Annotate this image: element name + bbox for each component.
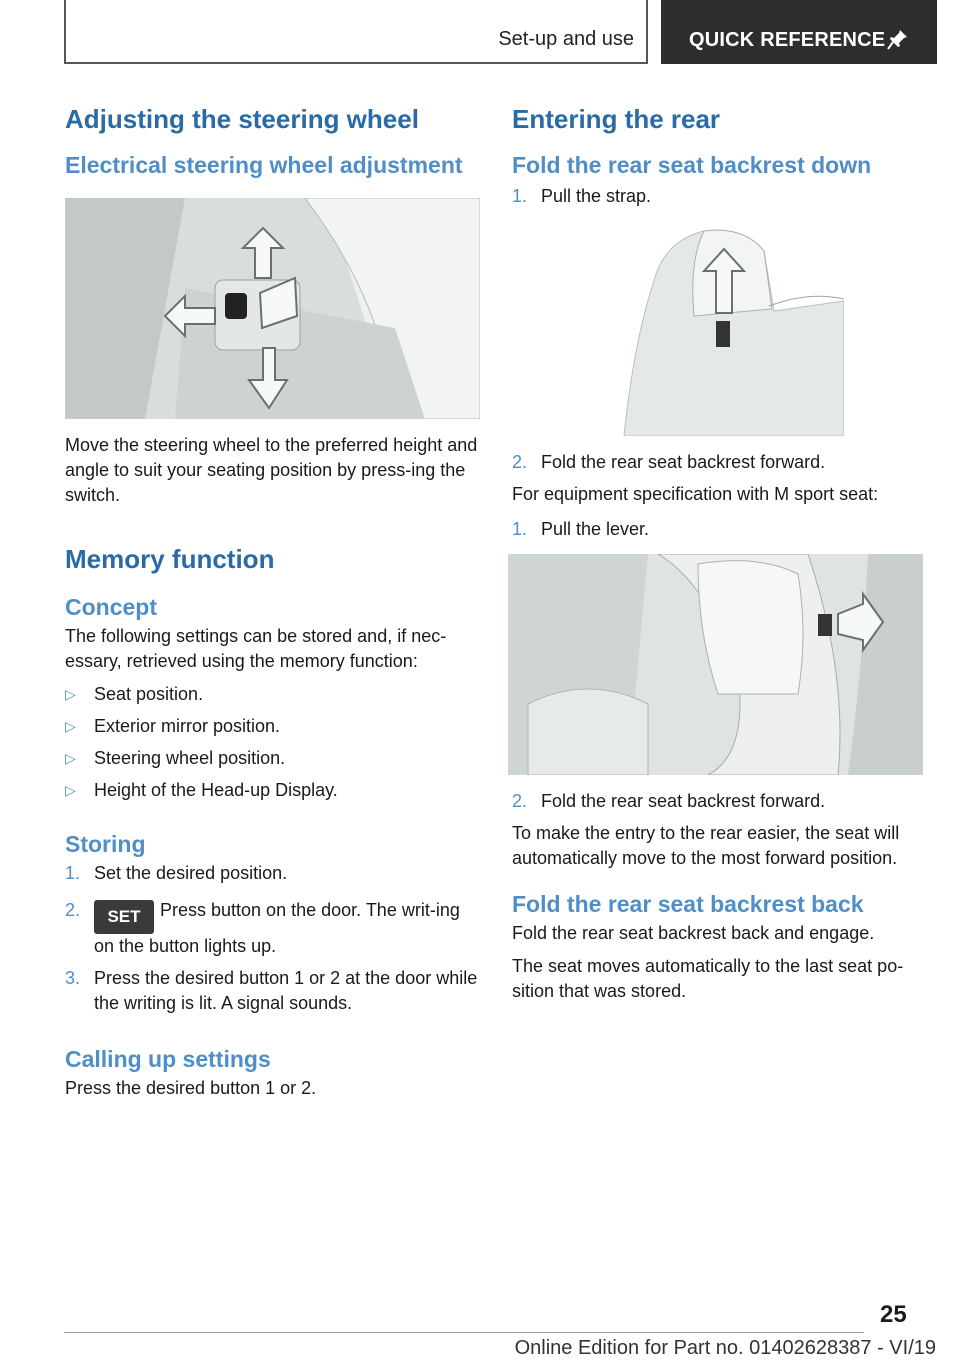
calling-text: Press the desired button 1 or 2. (65, 1078, 317, 1098)
page-number: 25 (880, 1301, 907, 1328)
left-column (65, 96, 480, 1101)
list-item: 1. Pull the strap. (512, 186, 652, 206)
fold-back-text: Fold the rear seat backrest back and engage. (512, 923, 875, 943)
steps-b (512, 450, 927, 475)
equipment-text: For equipment specification with M sport seat: (512, 484, 879, 504)
list-item: 2. Fold the rear seat backrest forward. (512, 791, 826, 811)
pushpin-icon (887, 28, 909, 50)
list-item: 2. Fold the rear seat backrest forward. (512, 452, 826, 472)
subheading-fold-backrest-back: Fold the rear seat backrest back (512, 891, 864, 917)
steering-instructions-text: Move the steering wheel to the preferred height and angle to suit your seating position by press-ing the switch. (65, 435, 478, 505)
concept-text: The following settings can be stored and, if nec-essary, retrieved using the memory function: (65, 626, 447, 671)
quick-reference-tab[interactable] (661, 0, 937, 64)
quick-reference-label: QUICK REFERENCE (689, 29, 886, 51)
subheading-electrical-adjustment: Electrical steering wheel adjustment (65, 152, 463, 178)
list-item: ▷ Height of the Head-up Display. (65, 778, 480, 803)
subheading-storing: Storing (65, 831, 146, 857)
list-item: 1. Pull the lever. (512, 519, 650, 539)
footer-divider (64, 1332, 864, 1333)
right-column (512, 96, 927, 1004)
steering-adjust-switch-illustration (65, 198, 480, 419)
list-item: 3. Press the desired button 1 or 2 at the door while the writing is lit. A signal sounds. (65, 968, 478, 1013)
storing-steps-list (65, 861, 480, 1016)
subheading-calling-up-settings: Calling up settings (65, 1046, 271, 1072)
header-section-title: Set-up and use (498, 28, 634, 50)
header-section-box (64, 0, 648, 64)
heading-memory-function: Memory function (65, 544, 275, 574)
seat-moves-text: The seat moves automatically to the last seat po-sition that was stored. (512, 956, 904, 1001)
memory-settings-list (65, 682, 480, 803)
bullet-triangle-icon: ▷ (65, 750, 76, 766)
list-item: 1. Set the desired position. (65, 863, 288, 883)
steps-d (512, 789, 927, 814)
list-item: ▷ Seat position. (65, 682, 480, 707)
seat-strap-illustration (594, 221, 844, 436)
subheading-fold-backrest-down: Fold the rear seat backrest down (512, 152, 872, 178)
steps-c (512, 517, 927, 542)
bullet-triangle-icon: ▷ (65, 782, 76, 798)
entry-text: To make the entry to the rear easier, the seat will automatically move to the most forward position. (512, 823, 900, 868)
heading-entering-rear: Entering the rear (512, 104, 721, 134)
set-button-icon: SET (94, 900, 154, 934)
bullet-triangle-icon: ▷ (65, 718, 76, 734)
list-item: ▷ Exterior mirror position. (65, 714, 480, 739)
list-item: 2. SET Press button on the door. The writ-ing on the button lights up. (65, 900, 460, 956)
steps-a (512, 184, 927, 209)
subheading-concept: Concept (65, 594, 157, 620)
bullet-triangle-icon: ▷ (65, 686, 76, 702)
sport-seat-lever-illustration (508, 554, 923, 775)
footer-edition: Online Edition for Part no. 01402628387 - VI/19 (514, 1337, 936, 1359)
heading-adjusting-steering-wheel: Adjusting the steering wheel (65, 104, 419, 134)
list-item: ▷ Steering wheel position. (65, 746, 480, 771)
